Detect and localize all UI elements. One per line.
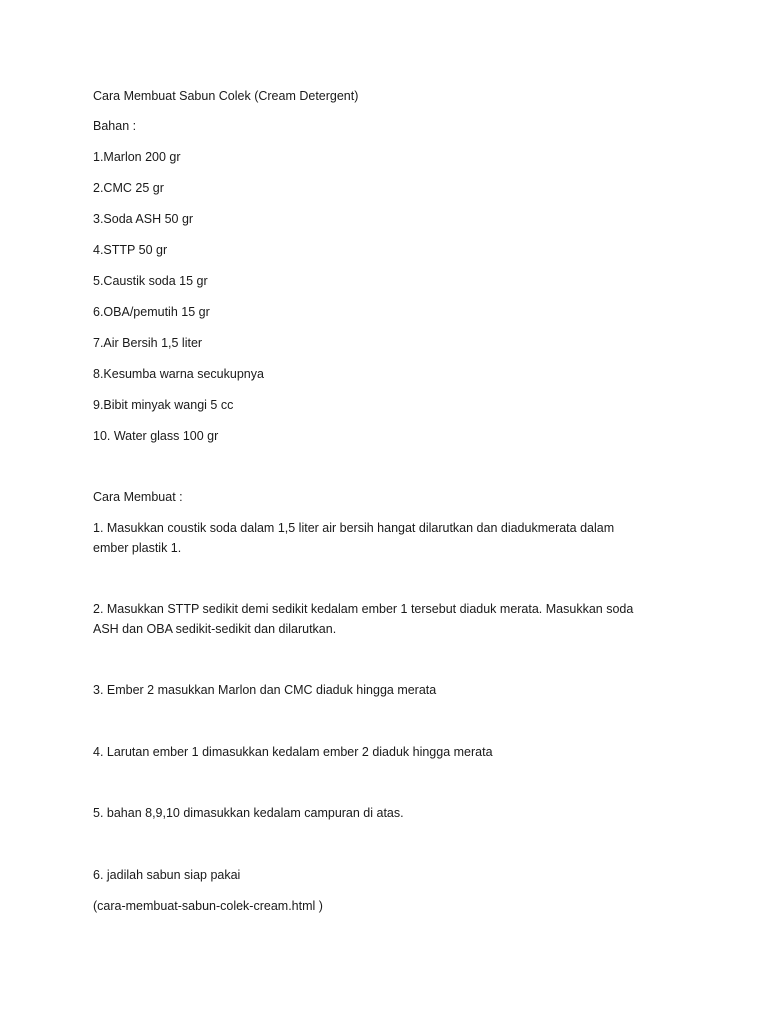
step-6: 6. jadilah sabun siap pakai <box>93 868 241 882</box>
bahan-item-1: 1.Marlon 200 gr <box>93 150 181 164</box>
bahan-item-2: 2.CMC 25 gr <box>93 181 164 195</box>
document-title: Cara Membuat Sabun Colek (Cream Detergent) <box>93 89 359 103</box>
bahan-item-5: 5.Caustik soda 15 gr <box>93 274 208 288</box>
source-link-text: (cara-membuat-sabun-colek-cream.html ) <box>93 899 323 913</box>
bahan-item-10: 10. Water glass 100 gr <box>93 429 219 443</box>
step-2: 2. Masukkan STTP sedikit demi sedikit kedalam ember 1 tersebut diaduk merata. Masukkan soda ASH dan OBA sedikit-sedikit dan dilarutkan. <box>93 602 634 636</box>
bahan-item-9: 9.Bibit minyak wangi 5 cc <box>93 398 234 412</box>
step-5: 5. bahan 8,9,10 dimasukkan kedalam campuran di atas. <box>93 806 404 820</box>
bahan-item-6: 6.OBA/pemutih 15 gr <box>93 305 210 319</box>
step-1: 1. Masukkan coustik soda dalam 1,5 liter air bersih hangat dilarutkan dan diadukmerata dalam ember plastik 1. <box>93 521 615 555</box>
bahan-heading: Bahan : <box>93 119 137 133</box>
cara-heading: Cara Membuat : <box>93 490 183 504</box>
bahan-item-8: 8.Kesumba warna secukupnya <box>93 367 264 381</box>
bahan-item-7: 7.Air Bersih 1,5 liter <box>93 336 203 350</box>
step-3: 3. Ember 2 masukkan Marlon dan CMC diaduk hingga merata <box>93 683 437 697</box>
bahan-item-4: 4.STTP 50 gr <box>93 243 168 257</box>
bahan-item-3: 3.Soda ASH 50 gr <box>93 212 194 226</box>
step-4: 4. Larutan ember 1 dimasukkan kedalam ember 2 diaduk hingga merata <box>93 745 493 759</box>
